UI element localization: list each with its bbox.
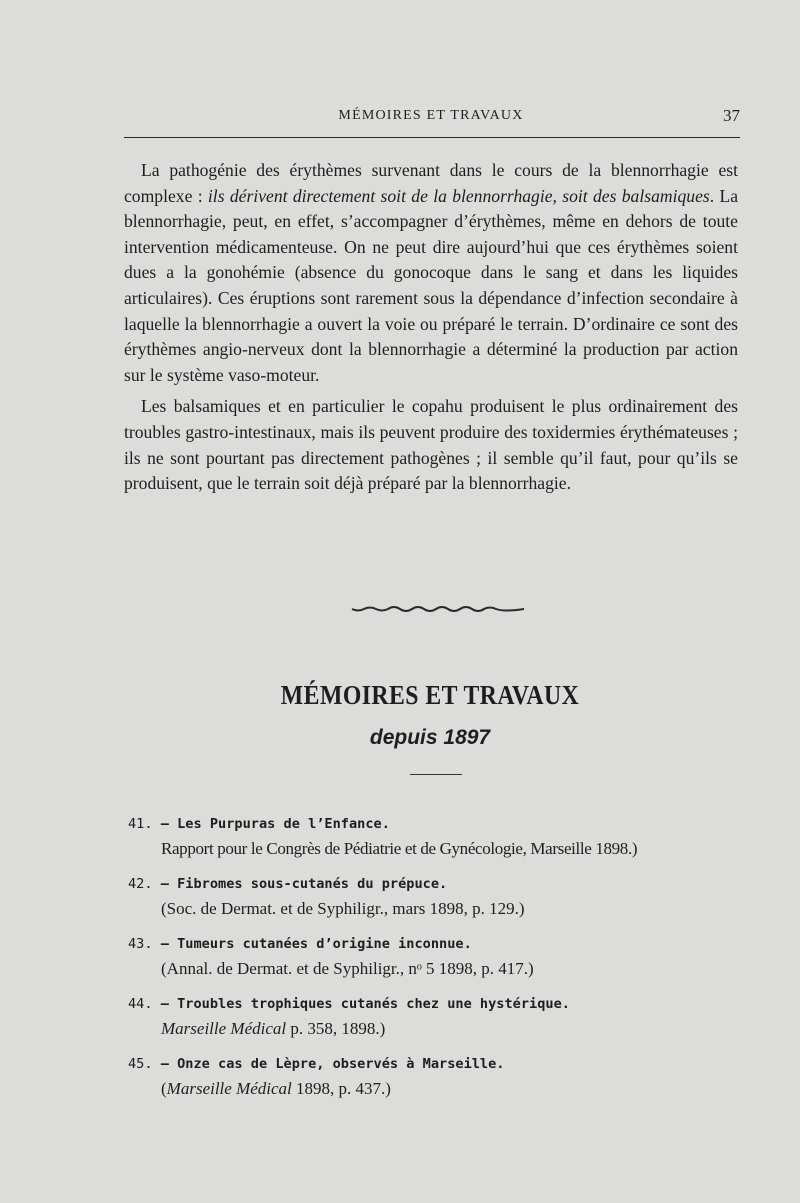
list-item [128,812,758,872]
entry-number: 41. [128,816,153,832]
body-text [124,158,738,503]
entry-number: 43. [128,936,153,952]
header-rule [124,137,740,138]
entry-source: (Soc. de Dermat. et de Syphiligr., mars 1898, p. 129.) [161,899,525,918]
entry-source: (Annal. de Dermat. et de Syphiligr., nᵒ 5 1898, p. 417.) [161,959,534,978]
entry-number: 45. [128,1056,153,1072]
entry-source: (Marseille Médical 1898, p. 437.) [161,1079,391,1098]
list-item [128,1052,758,1112]
running-title: MÉMOIRES ET TRAVAUX [338,108,524,123]
paragraph-1: La pathogénie des érythèmes survenant dans le cours de la blennorrhagie est complexe : ils dérivent directement soit de la blennorrhagie, soit des balsamiques. La blennorrhagie, peut, en effet, s’accompagner d’érythèmes, même en dehors de toute intervention médicamenteuse. On ne peut dire aujourd’hui que ces érythèmes soient dues a la gonohémie (absence du gonocoque dans le sang et dans les liquides articulaires). Ces éruptions sont rarement sous la dépendance d’infection secondaire à laquelle la blennorrhagie a ouvert la voie ou préparé le terrain. D’ordinaire ce sont des érythèmes angio-nerveux dont la blennorrhagie a déterminé la production par action sur le système vaso-moteur. [124,160,739,385]
list-item [128,932,758,992]
entry-source: Rapport pour le Congrès de Pédiatrie et de Gynécologie, Marseille 1898.) [161,839,638,858]
entry-source: Marseille Médical p. 358, 1898.) [161,1019,386,1038]
page-number: 37 [723,106,740,125]
ornament-divider [348,597,528,619]
running-head [122,106,740,130]
entry-number: 44. [128,996,153,1012]
entry-title: — Troubles trophiques cutanés chez une hystérique. [160,996,570,1012]
list-item [128,992,758,1052]
list-item [128,872,758,932]
entry-title: — Onze cas de Lèpre, observés à Marseille. [160,1056,505,1072]
entry-title: — Tumeurs cutanées d’origine inconnue. [160,936,472,952]
section-subtitle: depuis 1897 [369,726,491,749]
entry-title: — Les Purpuras de l’Enfance. [160,816,390,832]
entries-list [128,812,758,1112]
entry-number: 42. [128,876,153,892]
entry-title: — Fibromes sous-cutanés du prépuce. [160,876,448,892]
section-title: MÉMOIRES ET TRAVAUX [280,680,580,710]
paragraph-2: Les balsamiques et en particulier le copahu produisent le plus ordinairement des troubles gastro-intestinaux, mais ils peuvent produire des toxidermies érythémateuses ; ils ne sont pourtant pas directement pathogènes ; il semble qu’il faut, pour qu’ils se produisent, que le terrain soit déjà préparé par la blennorrhagie. [124,396,738,494]
short-rule [410,774,462,775]
